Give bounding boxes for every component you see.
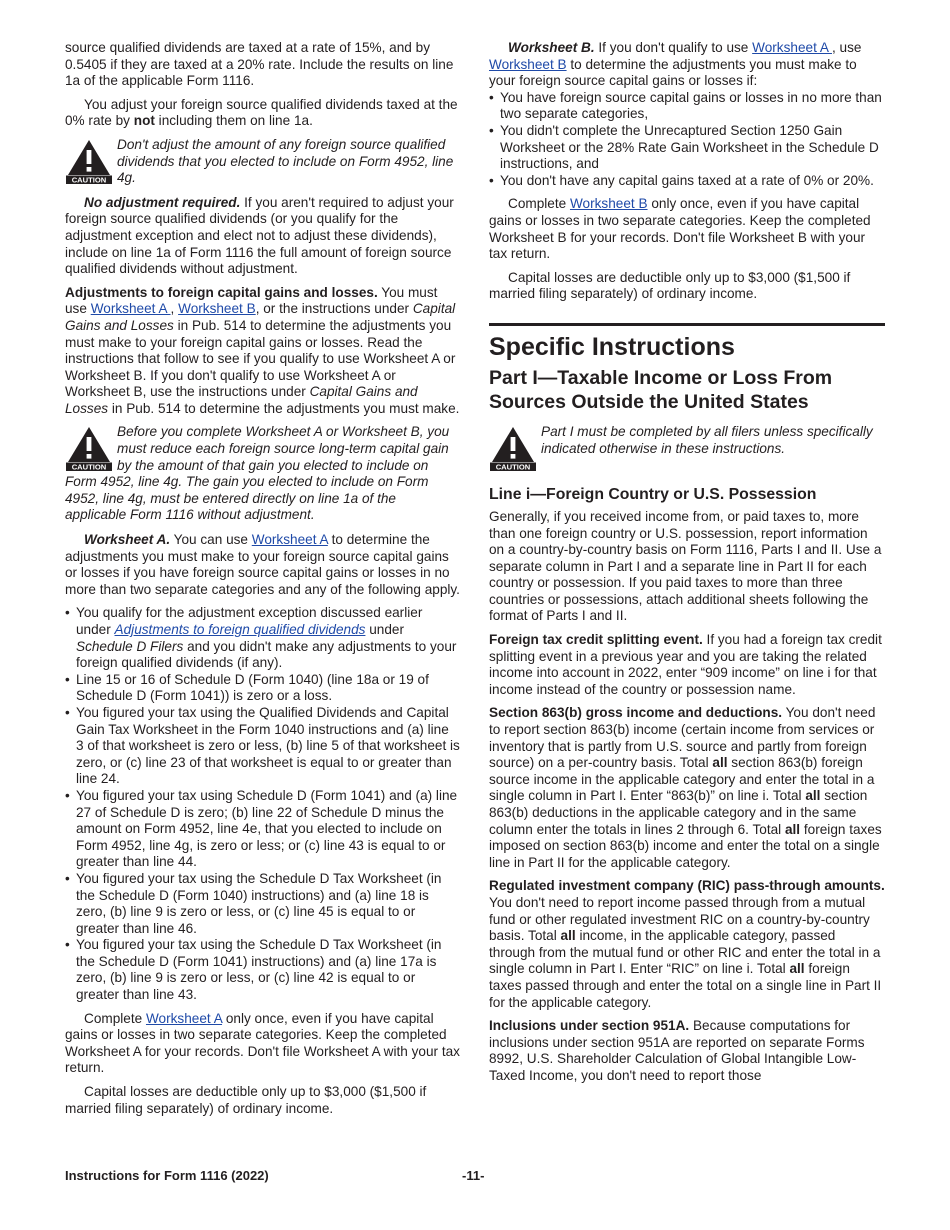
bullet-adjustment-exception: • You qualify for the adjustment exception discussed earlier under Adjustments to foreign qualified dividends under Schedule D Filers and you didn't make any adjustments to your foreign qualified dividends (if any). [65, 605, 460, 671]
link-worksheet-a[interactable]: Worksheet A [145, 1010, 223, 1026]
bullet-section-1250: • You didn't complete the Unrecaptured Section 1250 Gain Worksheet or the 28% Rate Gain Worksheet in the Schedule D instructions, and [489, 123, 885, 173]
caution-icon [65, 138, 113, 184]
page-footer [65, 1168, 885, 1183]
heading-line-i: Line i—Foreign Country or U.S. Possession [489, 485, 817, 503]
link-worksheet-b[interactable]: Worksheet B [489, 56, 567, 72]
caution-icon [65, 425, 113, 471]
heading-section-863b: Section 863(b) gross income and deductions. [489, 705, 783, 721]
caution-text: Don't adjust the amount of any foreign source qualified dividends that you elected to include on Form 4952, line 4g. [117, 136, 454, 186]
link-worksheet-b[interactable]: Worksheet B [569, 196, 648, 212]
link-worksheet-a[interactable]: Worksheet A [752, 40, 832, 55]
paragraph-complete-worksheet-a: Complete Worksheet A only once, even if you have capital gains or losses in two separate categories. Keep the completed Worksheet A for your records. Don't file Worksheet A with your tax return. [65, 1010, 460, 1076]
heading-ric-pass-through: Regulated investment company (RIC) pass-through amounts. [489, 878, 885, 894]
paragraph-dividend-rate: source qualified dividends are taxed at a rate of 15%, and by 0.5405 if they are taxed at a 20% rate. Include the results on line 1a of the applicable Form 1116. [65, 40, 454, 89]
paragraph-section-951a: Inclusions under section 951A. Because computations for inclusions under section 951A are reported on separate Forms 8992, U.S. Shareholder Calculation of Global Intangible Low-Taxed Income, you don't need to report those [489, 1018, 865, 1083]
link-worksheet-a[interactable]: Worksheet A [90, 301, 171, 317]
bullet-tax-worksheet-1041: • You figured your tax using the Schedule D Tax Worksheet (in the Schedule D (Form 1041) instructions) and (a) line 17a is zero, (b) line 9 is zero or less, or (c) line 42 is equal to or greater than line 43. [65, 937, 460, 1003]
bullet-schedule-d-line-15: • Line 15 or 16 of Schedule D (Form 1040) (line 18a or 19 of Schedule D (Form 1041)) is zero or a loss. [65, 672, 460, 705]
heading-part-i: Part I—Taxable Income or Loss From Sources Outside the United States [489, 366, 833, 413]
paragraph-complete-worksheet-b: Complete Worksheet B only once, even if you have capital gains or losses in two separate categories. Keep the completed Worksheet B for your records. Don't file Worksheet B with your tax return. [489, 196, 871, 262]
heading-capital-gains-adjustments: Adjustments to foreign capital gains and losses. [65, 284, 378, 300]
caution-note-form-4952 [65, 137, 460, 187]
heading-worksheet-b: Worksheet B. [508, 40, 595, 55]
paragraph-splitting-event: Foreign tax credit splitting event. If you had a foreign tax credit splitting event in a previous year and you are taking the related income into account in 2022, enter “909 income” on line i for that income instead of the country or possession name. [489, 632, 882, 697]
heading-splitting-event: Foreign tax credit splitting event. [489, 632, 703, 648]
bullet-tax-worksheet-1040: • You figured your tax using the Schedule D Tax Worksheet (in the Schedule D (Form 1040) instructions) and (a) line 18 is zero, (b) line 9 is zero or less, or (c) line 45 is equal to or greater than line 46. [65, 871, 460, 937]
paragraph-zero-rate: You adjust your foreign source qualified dividends taxed at the 0% rate by not including them on line 1a. [65, 96, 458, 129]
paragraph-ric-pass-through: Regulated investment company (RIC) pass-through amounts. You don't need to report income passed through from a mutual fund or other regulated investment RIC on a country-by-country basis. Total all income, in the applicable category, passed through from the mutual fund or other RIC and enter the total in a single column in Part I. Enter “RIC” on line i. Total all foreign taxes passed through and enter the total on a single line in Part II for the applicable category. [489, 878, 885, 1010]
caution-label: CAUTION [71, 462, 107, 472]
link-worksheet-b[interactable]: Worksheet B [178, 301, 256, 317]
caution-text: Part I must be completed by all filers unless specifically indicated otherwise in these instructions. [541, 423, 873, 456]
caution-text: Before you complete Worksheet A or Worksheet B, you must reduce each foreign source long-term capital gain by the amount of that gain you elected to include on Form 4952, line 4g. The gain you elected to include on Form 4952, line 4g, must be entered directly on line 1a of the applicable Form 1116 without adjustment. [65, 424, 450, 523]
right-column [489, 40, 885, 1092]
paragraph-worksheet-a: Worksheet A. You can use Worksheet A to determine the adjustments you must make to your foreign source capital gains or losses if you have foreign source capital gains or losses in no more than two separate categories and any of the following apply. [65, 532, 460, 597]
link-adjustments-qualified-dividends[interactable]: Adjustments to foreign qualified dividends [114, 622, 366, 637]
paragraph-line-i: Generally, if you received income from, or paid taxes to, more than one foreign country or U.S. possession, report information on a country-by-country basis on Form 1116, Parts I and II. Use a separate column in Part I and a separate line in Part II for each country or possession. If you paid taxes to more than three countries or possessions, attach additional sheets following the format of Parts I and II. [489, 508, 882, 624]
heading-worksheet-a: Worksheet A. [84, 532, 171, 548]
left-column [65, 40, 460, 1124]
bullet-two-categories: • You have foreign source capital gains or losses in no more than two separate categories, [489, 90, 885, 123]
caution-label: CAUTION [495, 462, 531, 471]
caution-label: CAUTION [71, 175, 107, 184]
paragraph-capital-losses: Capital losses are deductible only up to $3,000 ($1,500 if married filing separately) of ordinary income. [65, 1084, 427, 1116]
link-worksheet-a[interactable]: Worksheet A [251, 532, 328, 548]
heading-specific-instructions: Specific Instructions [489, 323, 885, 362]
paragraph-section-863b: Section 863(b) gross income and deductions. You don't need to report section 863(b) income (certain income from services or inventory that is partly from U.S. source and partly from foreign source) on a per-country basis. Total all section 863(b) foreign source income in the applicable category and enter the total in a single column in Part I. Enter “863(b)” on line i. Total all section 863(b) deductions in the applicable category and in the same column enter the totals in lines 2 through 6. Total all foreign taxes imposed on section 863(b) income and enter the total on a single line in Part II for the applicable category. [489, 705, 882, 870]
caution-note-long-term-gain [65, 424, 460, 524]
page-number: -11- [462, 1168, 485, 1183]
paragraph-capital-gains-adjustments: Adjustments to foreign capital gains and losses. You must use Worksheet A , Worksheet B, or the instructions under Capital Gains and Losses in Pub. 514 to determine the adjustments you must make to your foreign capital gains or losses. Read the instructions that follow to see if you qualify to use Worksheet A or Worksheet B. If you don't qualify to use Worksheet A or Worksheet B, use the instructions under Capital Gains and Losses in Pub. 514 to determine the adjustments you must make. [65, 284, 460, 416]
caution-icon [489, 425, 537, 471]
paragraph-capital-losses: Capital losses are deductible only up to $3,000 ($1,500 if married filing separately) of ordinary income. [489, 269, 851, 302]
footer-title: Instructions for Form 1116 (2022) [65, 1168, 269, 1183]
bullet-rate-0-20: • You don't have any capital gains taxed at a rate of 0% or 20%. [489, 173, 885, 190]
bullet-schedule-d-1041: • You figured your tax using Schedule D (Form 1041) and (a) line 27 of Schedule D is zero; (b) line 22 of Schedule D minus the amount on Form 4952, line 4e, that you elected to include on Form 4952, line 4g, is zero or less; or (c) line 43 is equal to or greater than line 44. [65, 788, 460, 871]
paragraph-no-adjustment: No adjustment required. If you aren't required to adjust your foreign source qualified dividends (or you qualify for the adjustment exception and elect not to adjust these dividends), include on line 1a of Form 1116 the full amount of foreign source qualified dividends without adjustment. [65, 194, 454, 277]
heading-section-951a: Inclusions under section 951A. [489, 1018, 690, 1034]
bullet-qualified-dividends-worksheet: • You figured your tax using the Qualified Dividends and Capital Gain Tax Worksheet in the Form 1040 instructions and (a) line 3 of that worksheet is zero or less, (b) line 5 of that worksheet is zero, or (c) line 23 of that worksheet is equal to or greater than line 24. [65, 705, 460, 788]
heading-no-adjustment: No adjustment required. [84, 194, 241, 210]
caution-note-part-i [489, 424, 885, 471]
paragraph-worksheet-b: Worksheet B. If you don't qualify to use Worksheet A , use Worksheet B to determine the adjustments you must make to your foreign source capital gains or losses if: [489, 40, 862, 89]
